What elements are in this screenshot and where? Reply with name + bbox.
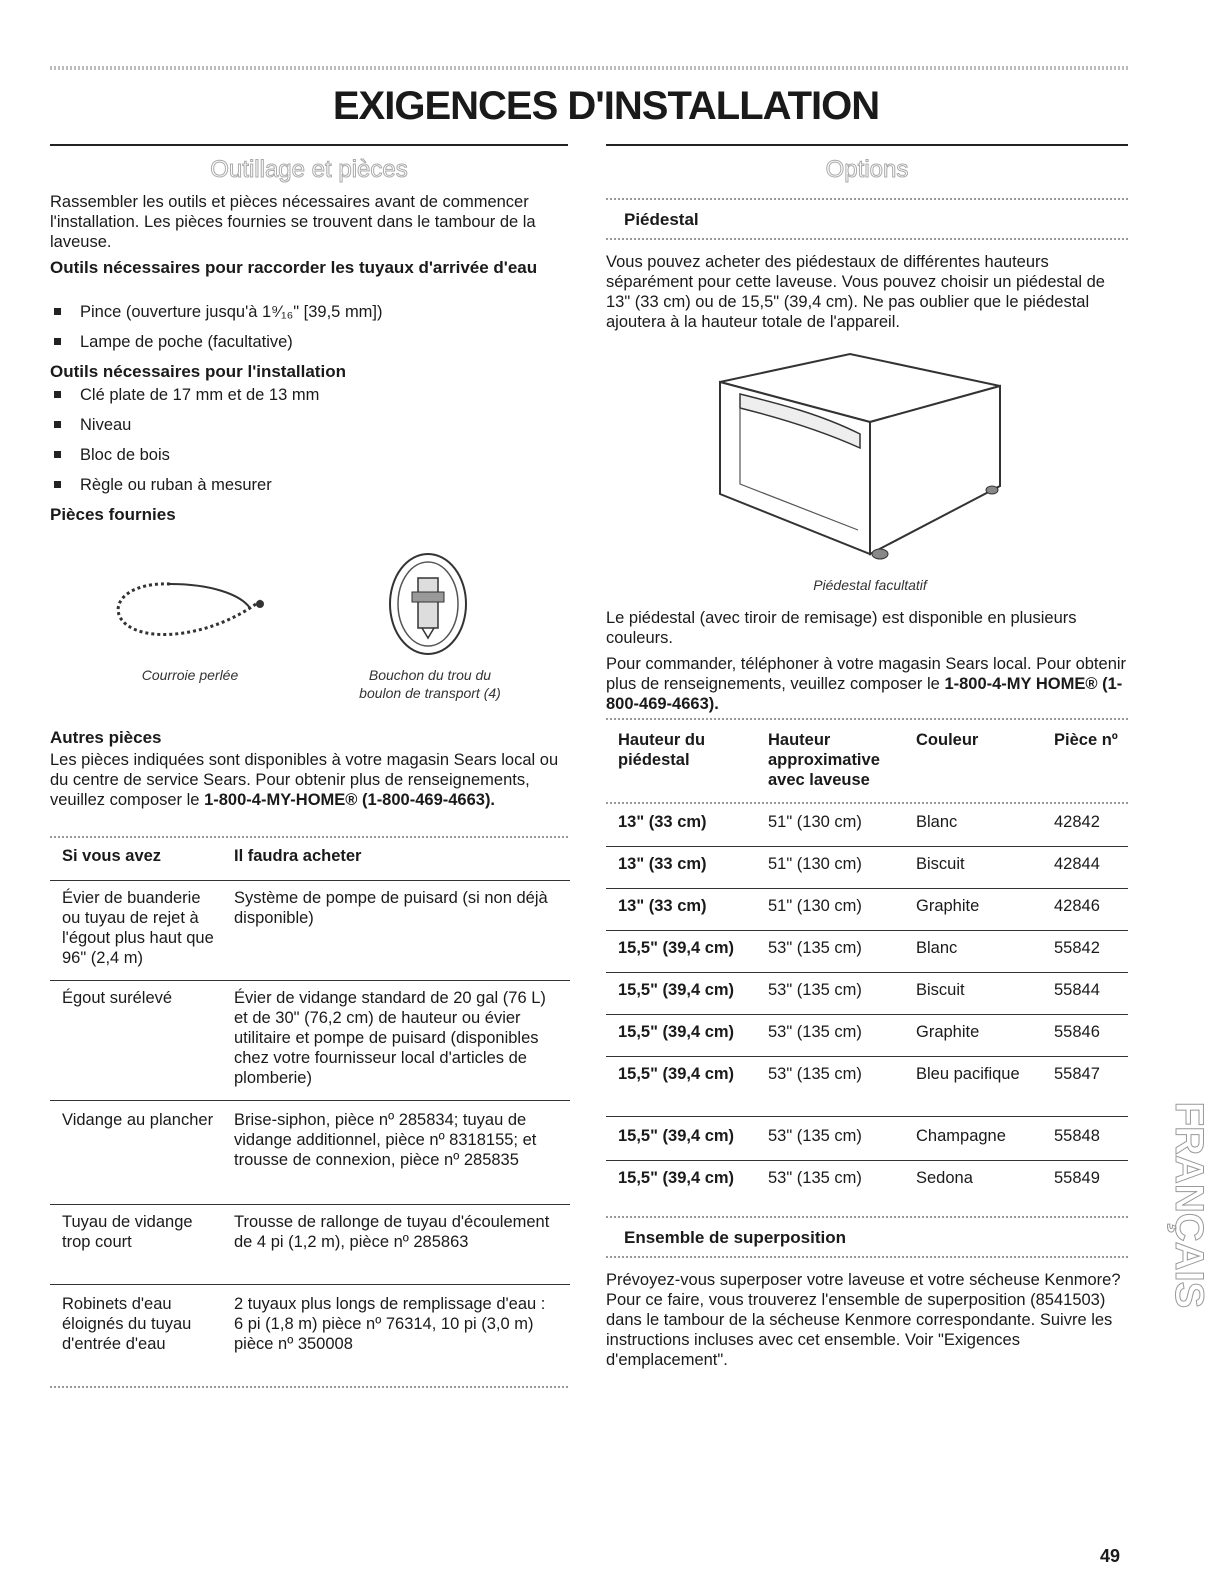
- table-cell: 53" (135 cm): [768, 1023, 862, 1041]
- table-cell: 55848: [1054, 1127, 1100, 1145]
- table-cell: 2 tuyaux plus longs de remplissage d'eau : 6 pi (1,8 m) pièce nº 76314, 10 pi (3,0 m) pièce nº 350008: [234, 1295, 546, 1353]
- table-cell: 42846: [1054, 897, 1100, 915]
- left-intro: Rassembler les outils et pièces nécessaires avant de commencer l'installation. Les pièces fournies se trouvent dans le tambour de la laveuse.: [50, 193, 536, 251]
- table-cell: 15,5" (39,4 cm): [618, 981, 735, 999]
- tools-install-heading: Outils nécessaires pour l'installation: [50, 362, 346, 381]
- side-language-tab: [1146, 1060, 1211, 1350]
- table-cell: 15,5" (39,4 cm): [618, 939, 735, 957]
- page-title: EXIGENCES D'INSTALLATION: [332, 84, 880, 128]
- table-cell: 15,5" (39,4 cm): [618, 1169, 735, 1187]
- divider: [606, 888, 1128, 889]
- divider: [606, 930, 1128, 931]
- divider: [606, 718, 1128, 720]
- table-cell: 15,5" (39,4 cm): [618, 1065, 735, 1083]
- pedestal-text: Vous pouvez acheter des piédestaux de différentes hauteurs séparément pour cette laveuse. Vous pouvez choisir un piédestal de 13" (33 cm) ou de 15,5" (39,4 cm). Ne pas oublier que le piédestal ajoutera à la hauteur totale de l'appareil.: [606, 253, 1105, 331]
- pedestal-heading: Piédestal: [624, 210, 699, 229]
- divider: [50, 1386, 570, 1388]
- pedestal-caption: Piédestal facultatif: [813, 577, 927, 593]
- tools-water-heading: Outils nécessaires pour raccorder les tuyaux d'arrivée d'eau: [50, 258, 538, 277]
- other-parts-heading: Autres pièces: [50, 728, 162, 747]
- pedestal-illustration: [700, 344, 1020, 566]
- left-section-title: Outillage et pièces: [210, 156, 408, 183]
- table-cell: 51" (130 cm): [768, 897, 862, 915]
- colors-text: Le piédestal (avec tiroir de remisage) est disponible en plusieurs couleurs.: [606, 609, 1077, 647]
- divider: [50, 880, 570, 881]
- table-header: Couleur: [916, 731, 979, 749]
- bolt-hole-plug-illustration: [384, 548, 472, 660]
- table-cell: Évier de vidange standard de 20 gal (76 L) et de 30" (76,2 cm) de hauteur ou évier utilitaire et pompe de puisard (disponibles chez votre fournisseur local d'articles de plomberie): [234, 989, 546, 1087]
- list-item: Règle ou ruban à mesurer: [50, 475, 580, 495]
- other-parts-text: Les pièces indiquées sont disponibles à votre magasin Sears local ou du centre de service Sears. Pour obtenir plus de renseignements, veuillez composer le 1-800-4-MY-HOME® (1-800-469-4663).: [50, 751, 559, 809]
- right-section-title: Options: [825, 156, 909, 183]
- table-cell: Évier de buanderie ou tuyau de rejet à l'égout plus haut que 96" (2,4 m): [62, 889, 214, 967]
- table-cell: Blanc: [916, 939, 958, 957]
- divider: [606, 846, 1128, 847]
- table-header: Il faudra acheter: [234, 847, 362, 865]
- caption-plug-line1: Bouchon du trou du: [368, 667, 492, 683]
- list-item: Clé plate de 17 mm et de 13 mm: [50, 385, 580, 405]
- table-cell: Égout surélevé: [62, 989, 173, 1007]
- beaded-strap-illustration: [100, 572, 280, 652]
- divider: [50, 836, 570, 838]
- table-cell: Sedona: [916, 1169, 973, 1187]
- divider: [50, 1284, 570, 1285]
- table-cell: Graphite: [916, 1023, 980, 1041]
- table-cell: Trousse de rallonge de tuyau d'écoulement de 4 pi (1,2 m), pièce nº 285863: [234, 1213, 550, 1251]
- divider: [50, 980, 570, 981]
- list-item: Pince (ouverture jusqu'à 1⁹⁄₁₆" [39,5 mm]): [50, 302, 580, 322]
- table-cell: 55849: [1054, 1169, 1100, 1187]
- table-cell: 15,5" (39,4 cm): [618, 1127, 735, 1145]
- divider: [606, 1116, 1128, 1117]
- table-cell: 13" (33 cm): [618, 855, 707, 873]
- table-cell: 55847: [1054, 1065, 1100, 1083]
- caption-strap: Courroie perlée: [141, 667, 239, 683]
- stacking-heading: Ensemble de superposition: [624, 1228, 846, 1247]
- table-cell: 53" (135 cm): [768, 1065, 862, 1083]
- divider: [606, 972, 1128, 973]
- table-cell: 53" (135 cm): [768, 1169, 862, 1187]
- table-cell: 53" (135 cm): [768, 1127, 862, 1145]
- table-header: Hauteur du piédestal: [618, 731, 706, 769]
- table-cell: 15,5" (39,4 cm): [618, 1023, 735, 1041]
- table-cell: Champagne: [916, 1127, 1006, 1145]
- table-cell: 55842: [1054, 939, 1100, 957]
- side-tab-label: FRANÇAIS: [1167, 1101, 1211, 1309]
- table-header: Pièce nº: [1054, 731, 1118, 749]
- right-header-rule: [606, 144, 1128, 146]
- table-cell: 13" (33 cm): [618, 813, 707, 831]
- table-cell: Robinets d'eau éloignés du tuyau d'entrée d'eau: [62, 1295, 192, 1353]
- divider: [606, 1056, 1128, 1057]
- table-cell: 55844: [1054, 981, 1100, 999]
- table-cell: 13" (33 cm): [618, 897, 707, 915]
- table-cell: Bleu pacifique: [916, 1065, 1020, 1083]
- table-cell: 42842: [1054, 813, 1100, 831]
- divider: [606, 1160, 1128, 1161]
- table-cell: Biscuit: [916, 981, 965, 999]
- top-dotted-band: [50, 66, 1128, 70]
- table-cell: Biscuit: [916, 855, 965, 873]
- list-item: Lampe de poche (facultative): [50, 332, 580, 352]
- divider: [606, 1014, 1128, 1015]
- list-item: Bloc de bois: [50, 445, 580, 465]
- divider: [606, 1216, 1128, 1218]
- divider: [606, 198, 1128, 200]
- table-cell: 42844: [1054, 855, 1100, 873]
- table-cell: Tuyau de vidange trop court: [62, 1213, 193, 1251]
- divider: [50, 1204, 570, 1205]
- order-text: Pour commander, téléphoner à votre magasin Sears local. Pour obtenir plus de renseignements, veuillez composer le 1-800-4-MY HOME® (1-800-469-4663).: [606, 655, 1127, 713]
- table-cell: Système de pompe de puisard (si non déjà disponible): [234, 889, 548, 927]
- table-header: Si vous avez: [62, 847, 162, 865]
- table-cell: Blanc: [916, 813, 958, 831]
- table-cell: Vidange au plancher: [62, 1111, 214, 1129]
- table-cell: 51" (130 cm): [768, 813, 862, 831]
- table-cell: 51" (130 cm): [768, 855, 862, 873]
- table-cell: 53" (135 cm): [768, 981, 862, 999]
- table-cell: Graphite: [916, 897, 980, 915]
- table-cell: 53" (135 cm): [768, 939, 862, 957]
- table-header: Hauteur approximative avec laveuse: [768, 731, 880, 789]
- table-cell: 55846: [1054, 1023, 1100, 1041]
- divider: [606, 1256, 1128, 1258]
- stacking-text: Prévoyez-vous superposer votre laveuse et votre sécheuse Kenmore? Pour ce faire, vous trouverez l'ensemble de superposition (8541503) dans le tambour de la sécheuse Kenmore correspondante. Suivre les instructions incluses avec cet ensemble. Voir "Exigences d'emplacement".: [606, 1271, 1121, 1369]
- page-number: 49: [1100, 1546, 1121, 1566]
- left-header-rule: [50, 144, 568, 146]
- divider: [606, 238, 1128, 240]
- list-item: Niveau: [50, 415, 580, 435]
- caption-plug-line2: boulon de transport (4): [359, 685, 501, 701]
- divider: [606, 802, 1128, 804]
- divider: [50, 1100, 570, 1101]
- parts-heading: Pièces fournies: [50, 505, 176, 524]
- table-cell: Brise-siphon, pièce nº 285834; tuyau de vidange additionnel, pièce nº 8318155; et trousse de connexion, pièce nº 285835: [234, 1111, 537, 1169]
